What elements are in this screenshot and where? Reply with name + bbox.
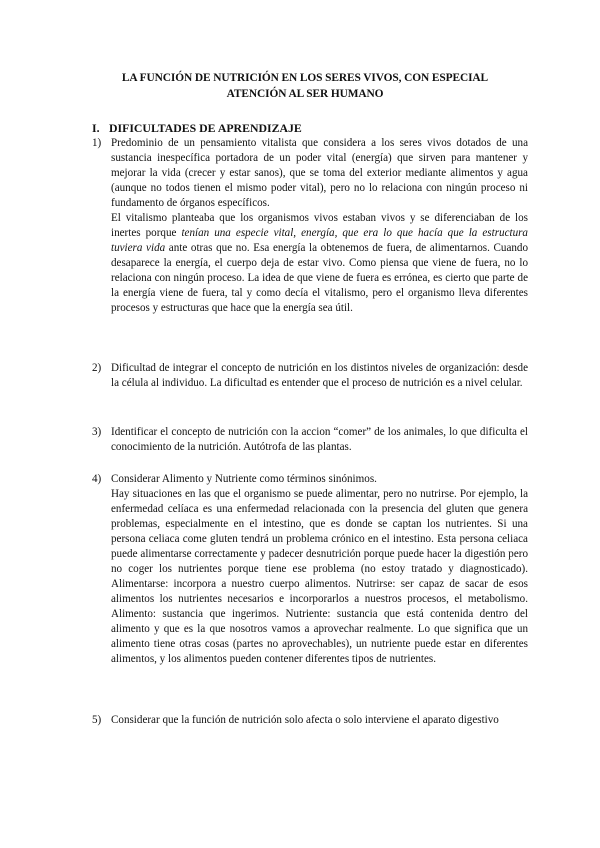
list-item-number: 1) — [92, 137, 102, 149]
document-title — [95, 70, 515, 102]
paragraph: Considerar que la función de nutrición solo afecta o solo interviene el aparato digestivo — [111, 714, 499, 726]
text-run: El vitalismo planteaba que los organismos vivos estaban vivos y se diferenciaban de los inertes porque — [111, 212, 528, 239]
list-item-number: 5) — [92, 714, 102, 726]
list-item-3 — [92, 425, 528, 455]
paragraph: Identificar el concepto de nutrición con la accion “comer” de los animales, lo que dificulta el conocimiento de la nutrición. Autótrofa de las plantas. — [111, 426, 528, 453]
italic-text: tenían una especie vital, energía, que era lo que hacía que la estructura tuviera vida — [111, 227, 528, 254]
title-line-1: LA FUNCIÓN DE NUTRICIÓN EN LOS SERES VIVOS, CON ESPECIAL — [121, 72, 489, 84]
section-number: I. — [92, 121, 100, 135]
paragraph — [111, 211, 528, 316]
paragraph: Considerar Alimento y Nutriente como términos sinónimos. — [111, 473, 377, 485]
text-run: ante otras que no. Esa energía la obtenemos de fuera, de alimentarnos. Cuando desaparece la energía, el cuerpo deja de estar vivo. Como piensa que viene de fuera, no lo relaciona con ningún proceso. La idea de que viene de fuera es errónea, es cierto que parte de la energía viene de fuera, tal y como decía el vitalismo, pero el organismo lleva diferentes procesos y estructuras que hace que la energía sea útil. — [111, 242, 529, 314]
section-heading — [92, 121, 302, 136]
list-item-1 — [92, 136, 528, 316]
list-item-number: 2) — [92, 362, 102, 374]
list-item-2 — [92, 361, 528, 391]
list-item-number: 3) — [92, 426, 102, 438]
title-line-2: ATENCIÓN AL SER HUMANO — [226, 88, 384, 100]
paragraph: Hay situaciones en las que el organismo se puede alimentar, pero no nutrirse. Por ejemplo, la enfermedad celíaca es una enfermedad relacionada con la presencia del gluten que genera problemas, especialmente en el intestino, que es donde se captan los nutrientes. Si una persona celiaca come gluten tendrá un problema crónico en el intestino. Esta persona celiaca puede alimentarse correctamente y padecer desnutrición porque puede hacer la digestión pero no coger los nutrientes porque tiene ese problema (no estoy tratado y diagnosticado). Alimentarse: incorpora a nuestro cuerpo alimentos. Nutrirse: ser capaz de sacar de esos alimentos los nutrientes necesarios e incorporarlos a nuestros procesos, el metabolismo. Alimento: sustancia que ingerimos. Nutriente: sustancia que está contenida dentro del alimento y que es la que nosotros vamos a aprovechar realmente. Lo que significa que un alimento tiene otras cosas (partes no aprovechables), un nutriente puede estar en diferentes alimentos, y los alimentos pueden contener diferentes tipos de nutrientes. — [111, 488, 528, 665]
paragraph: Dificultad de integrar el concepto de nutrición en los distintos niveles de organización: desde la célula al individuo. La dificultad es entender que el proceso de nutrición es a nivel celular. — [111, 362, 528, 389]
list-item-4 — [92, 472, 528, 667]
list-item-5 — [92, 713, 528, 728]
list-item-number: 4) — [92, 473, 102, 485]
section-title: DIFICULTADES DE APRENDIZAJE — [109, 121, 302, 135]
paragraph: Predominio de un pensamiento vitalista que considera a los seres vivos dotados de una sustancia inespecífica portadora de un poder vital (energía) que sirven para mantener y mejorar la vida (crecer y estar sanos), que se toma del exterior mediante alimentos y agua (aunque no todos tienen el mismo poder vital), pero no lo relaciona con ningún proceso ni fundamento de órganos específicos. — [111, 137, 528, 209]
